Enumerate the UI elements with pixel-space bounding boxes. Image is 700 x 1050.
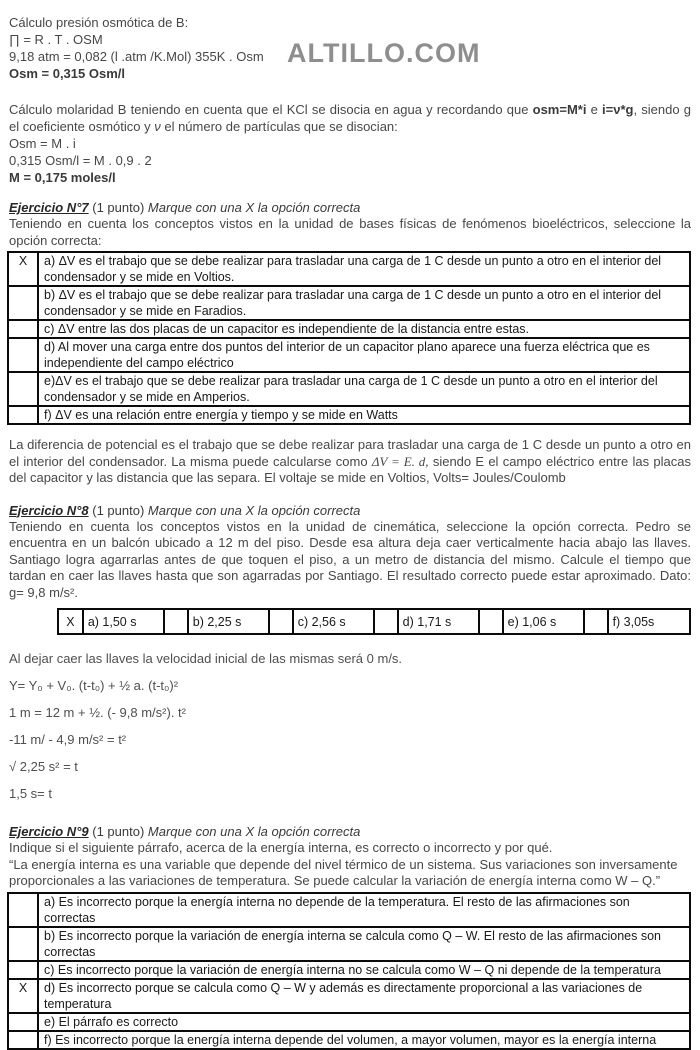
option-mark-cell [8,961,38,979]
solution-line: Al dejar caer las llaves la velocidad inicial de las mismas será 0 m/s. [9,651,403,666]
option-label-cell: b) 2,25 s [188,609,269,634]
exercise-7-points: (1 punto) [88,200,148,215]
exercise-8-points: (1 punto) [88,502,148,518]
option-text-cell: a) Es incorrecto porque la energía interna no depende de la temperatura. El resto de las afirmaciones son correctas [38,893,690,927]
option-text-cell: e) El párrafo es correcto [38,1013,690,1031]
exercise-9-quote: “La energía interna es una variable que depende del nivel térmico de un sistema. Sus variaciones son inversamente proporcionales a las variaciones de temperatura. Se puede calcular la variación de energía interna como W – Q.” [9,856,678,888]
solution-line: 1 m = 12 m + ½. (- 9,8 m/s²). t² [9,705,186,720]
option-text-cell: b) ΔV es el trabajo que se debe realizar para trasladar una carga de 1 C desde un punto a otro en el interior del condensador y se mide en Faradios. [38,286,690,320]
exercise-9-heading [9,823,691,840]
exercise-9-instruction: Marque con una X la opción correcta [147,824,361,839]
option-mark-cell: X [58,609,83,634]
option-mark-cell [8,1013,38,1031]
exercise-7-heading [9,199,691,216]
option-mark-cell [8,338,38,372]
option-text-cell: a) ΔV es el trabajo que se debe realizar para trasladar una carga de 1 C desde un punto a otro en el interior del condensador y se mide en Voltios. [38,252,690,286]
table-row [8,286,690,320]
option-mark-cell [584,609,608,634]
table-row [58,609,690,634]
table-row [8,927,690,961]
table-row [8,372,690,406]
option-text-cell: d) Al mover una carga entre dos puntos del interior de un capacitor plano aparece una fuerza eléctrica que es independiente del campo eléctrico [38,338,690,372]
exercise-7-instruction: Marque con una X la opción correcta [147,200,361,215]
molarity-intro [9,102,691,135]
table-row [8,252,690,286]
molarity-result: M = 0,175 moles/l [9,170,116,185]
text-segment: i=ν*g [602,102,634,117]
option-mark-cell [479,609,503,634]
option-mark-cell [8,320,38,338]
option-mark-cell [8,406,38,424]
solution-line: √ 2,25 s² = t [9,759,78,774]
option-mark-cell [8,372,38,406]
exercise-9-section [9,823,691,1050]
option-mark-cell: X [8,979,38,1013]
option-text-cell: b) Es incorrecto porque la variación de energía interna se calcula como Q – W. El resto de las afirmaciones son correctas [38,927,690,961]
exercise-9-options-table [7,892,691,1050]
table-row [8,961,690,979]
table-row [8,320,690,338]
option-label-cell: d) 1,71 s [398,609,479,634]
text-segment: , siendo g el coeficiente osmótico y [9,102,691,134]
exercise-8-heading [9,502,691,519]
option-text-cell: f) ΔV es una relación entre energía y tiempo y se mide en Watts [38,406,690,424]
option-text-cell: c) ΔV entre las dos placas de un capacitor es independiente de la distancia entre estas. [38,320,690,338]
text-segment: La diferencia de potencial es el trabajo que se debe realizar para trasladar una carga de 1 C desde un punto a otro en el interior del condensador. La misma puede calcularse como [9,437,691,469]
osmotic-result: Osm = 0,315 Osm/l [9,66,125,81]
text-segment: e [586,102,603,117]
exercise-8-intro: Teniendo en cuenta los conceptos vistos en la unidad de cinemática, seleccione la opción correcta. Pedro se encuentra en un balcón ubicado a 12 m del piso. Desde esa altura deja caer verticalmente hacia abajo las llaves. Santiago logra agarrarlas antes de que toquen el piso, a un metro de distancia del mismo. Calcule el tiempo que tardan en caer las llaves hasta que son agarradas por Santiago. El resultado correcto puede estar aproximado. Dato: g= 9,8 m/s². [9,518,691,600]
exercise-7-explanation [9,437,691,487]
table-row [8,979,690,1013]
exercise-7-intro: Teniendo en cuenta los conceptos vistos en la unidad de bases físicas de fenómenos bioeléctricos, seleccione la opción correcta: [9,216,691,248]
molarity-line: Osm = M . i [9,136,76,151]
option-mark-cell [269,609,293,634]
solution-line: Y= Y₀ + V₀. (t-t₀) + ½ a. (t-t₀)² [9,678,179,693]
osmotic-substitution: 9,18 atm = 0,082 (l .atm /K.Mol) 355K . Osm [9,49,264,64]
exercise-7-title: Ejercicio N°7 [9,200,89,215]
option-mark-cell [374,609,398,634]
osmotic-formula: ∏ = R . T . OSM [9,32,103,47]
molarity-calc-section [9,102,691,186]
table-row [8,893,690,927]
option-mark-cell [8,927,38,961]
exercise-9-intro: Indique si el siguiente párrafo, acerca de la energía interna, es correcto o incorrecto y por qué. [9,840,553,855]
text-segment: ν [154,118,161,134]
table-row [8,1031,690,1049]
table-row [8,338,690,372]
table-row [8,1013,690,1031]
osmotic-title: Cálculo presión osmótica de B: [9,15,189,30]
text-segment: osm=M*i [532,102,587,117]
solution-line: -11 m/ - 4,9 m/s² = t² [9,732,127,747]
exercise-8-title: Ejercicio N°8 [9,502,89,518]
option-label-cell: f) 3,05s [608,609,690,634]
text-segment: Cálculo molaridad B teniendo en cuenta que el KCl se disocia en agua y recordando que [9,102,533,117]
option-label-cell: c) 2,56 s [293,609,374,634]
option-mark-cell: X [8,252,38,286]
option-text-cell: f) Es incorrecto porque la energía interna depende del volumen, a mayor volumen, mayor es la energía interna [38,1031,690,1049]
altillo-watermark: ALTILLO.COM [287,38,481,68]
molarity-line: 0,315 Osm/l = M . 0,9 . 2 [9,153,152,168]
option-mark-cell [164,609,188,634]
text-segment: siendo E el campo eléctrico entre las placas del capacitor y las distancia que las separa. El voltaje se mide en Voltios, Volts= Joules/Coulomb [9,453,691,485]
exercise-7-options-table [7,251,691,425]
exercise-8-options-table [57,608,691,635]
option-text-cell: e)ΔV es el trabajo que se debe realizar para trasladar una carga de 1 C desde un punto a otro en el interior del condensador y se mide en Amperios. [38,372,690,406]
exercise-7-section [9,199,691,487]
exercise-8-instruction: Marque con una X la opción correcta [147,502,361,518]
exercise-9-title: Ejercicio N°9 [9,824,89,839]
text-segment: el número de partículas que se disocian: [160,118,398,134]
option-mark-cell [8,1031,38,1049]
exercise-8-section [9,502,691,803]
option-mark-cell [8,893,38,927]
option-text-cell: c) Es incorrecto porque la variación de energía interna no se calcula como W – Q ni depende de la temperatura [38,961,690,979]
solution-line: 1,5 s= t [9,786,52,801]
table-row [8,406,690,424]
option-text-cell: d) Es incorrecto porque se calcula como Q – W y además es directamente proporcional a las variaciones de temperatura [38,979,690,1013]
option-label-cell: a) 1,50 s [83,609,164,634]
option-mark-cell [8,286,38,320]
math-expression: ΔV = E. d, [371,453,429,469]
option-label-cell: e) 1,06 s [503,609,584,634]
exercise-9-points: (1 punto) [88,824,148,839]
